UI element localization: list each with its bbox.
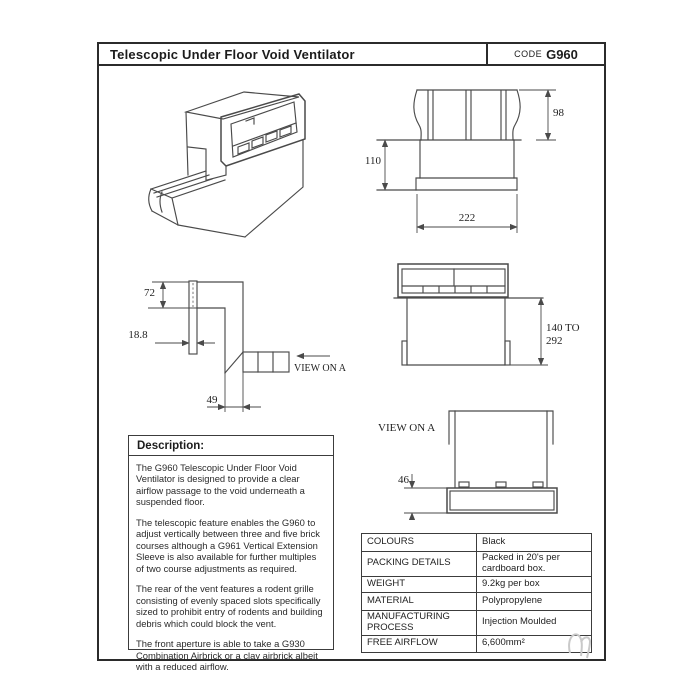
description-paragraph: The telescopic feature enables the G960 to adjust vertically between three and five brick courses although a G961 Vertical Extension Sleeve is also available for further multiples of two course adjustments as required.: [136, 516, 320, 574]
title-bar: [99, 44, 604, 66]
spec-label: MANUFACTURING PROCESS: [362, 610, 477, 635]
spec-value: Packed in 20's per cardboard box.: [477, 552, 592, 577]
spec-label: PACKING DETAILS: [362, 552, 477, 577]
dim-98-label: 98: [553, 107, 564, 119]
spec-value: 9.2kg per box: [477, 576, 592, 592]
view-on-a-label: VIEW ON A: [294, 363, 347, 374]
description-paragraph: The front aperture is able to take a G930 Combination Airbrick or a clay airbrick albeit with a reduced airflow.: [136, 638, 318, 673]
code-value: G960: [546, 46, 578, 62]
spec-value: Polypropylene: [477, 592, 592, 610]
spec-value: Black: [477, 534, 592, 552]
description-body: [129, 456, 333, 688]
dim-222-label: 222: [458, 212, 476, 224]
table-row: [362, 635, 592, 652]
dim-46-label: 46: [398, 474, 409, 486]
dim-49-label: 49: [206, 394, 218, 406]
spec-table: [361, 533, 592, 653]
description-paragraph: The rear of the vent features a rodent grille consisting of evenly spaced slots specifically sized to prohibit entry of rodents and building debris which could block the vent.: [136, 583, 323, 629]
description-paragraph: The G960 Telescopic Under Floor Void Ventilator is designed to provide a clear airflow passage to the void underneath a suspended floor.: [136, 462, 305, 508]
description-box: [128, 435, 334, 673]
spec-value: 6,600mm²: [477, 635, 592, 652]
table-row: [362, 610, 592, 635]
page-title: Telescopic Under Floor Void Ventilator: [110, 46, 355, 62]
code-label: CODE: [514, 49, 543, 59]
dim-18-8-label: 18.8: [128, 329, 148, 341]
spec-label: FREE AIRFLOW: [362, 635, 477, 652]
dim-72-label: 72: [144, 287, 155, 299]
view-on-a-title: VIEW ON A: [378, 422, 436, 434]
description-heading: Description:: [129, 436, 333, 456]
spec-value: Injection Moulded: [477, 610, 592, 635]
dim-range-label-line2: 292: [546, 335, 563, 347]
table-row: [362, 576, 592, 592]
table-row: [362, 592, 592, 610]
dim-range-label-line1: 140 TO: [546, 322, 580, 334]
dim-110-label: 110: [364, 155, 381, 167]
spec-label: WEIGHT: [362, 576, 477, 592]
spec-label: COLOURS: [362, 534, 477, 552]
table-row: [362, 552, 592, 577]
table-row: [362, 534, 592, 552]
spec-label: MATERIAL: [362, 592, 477, 610]
product-code-cell: [486, 44, 604, 64]
